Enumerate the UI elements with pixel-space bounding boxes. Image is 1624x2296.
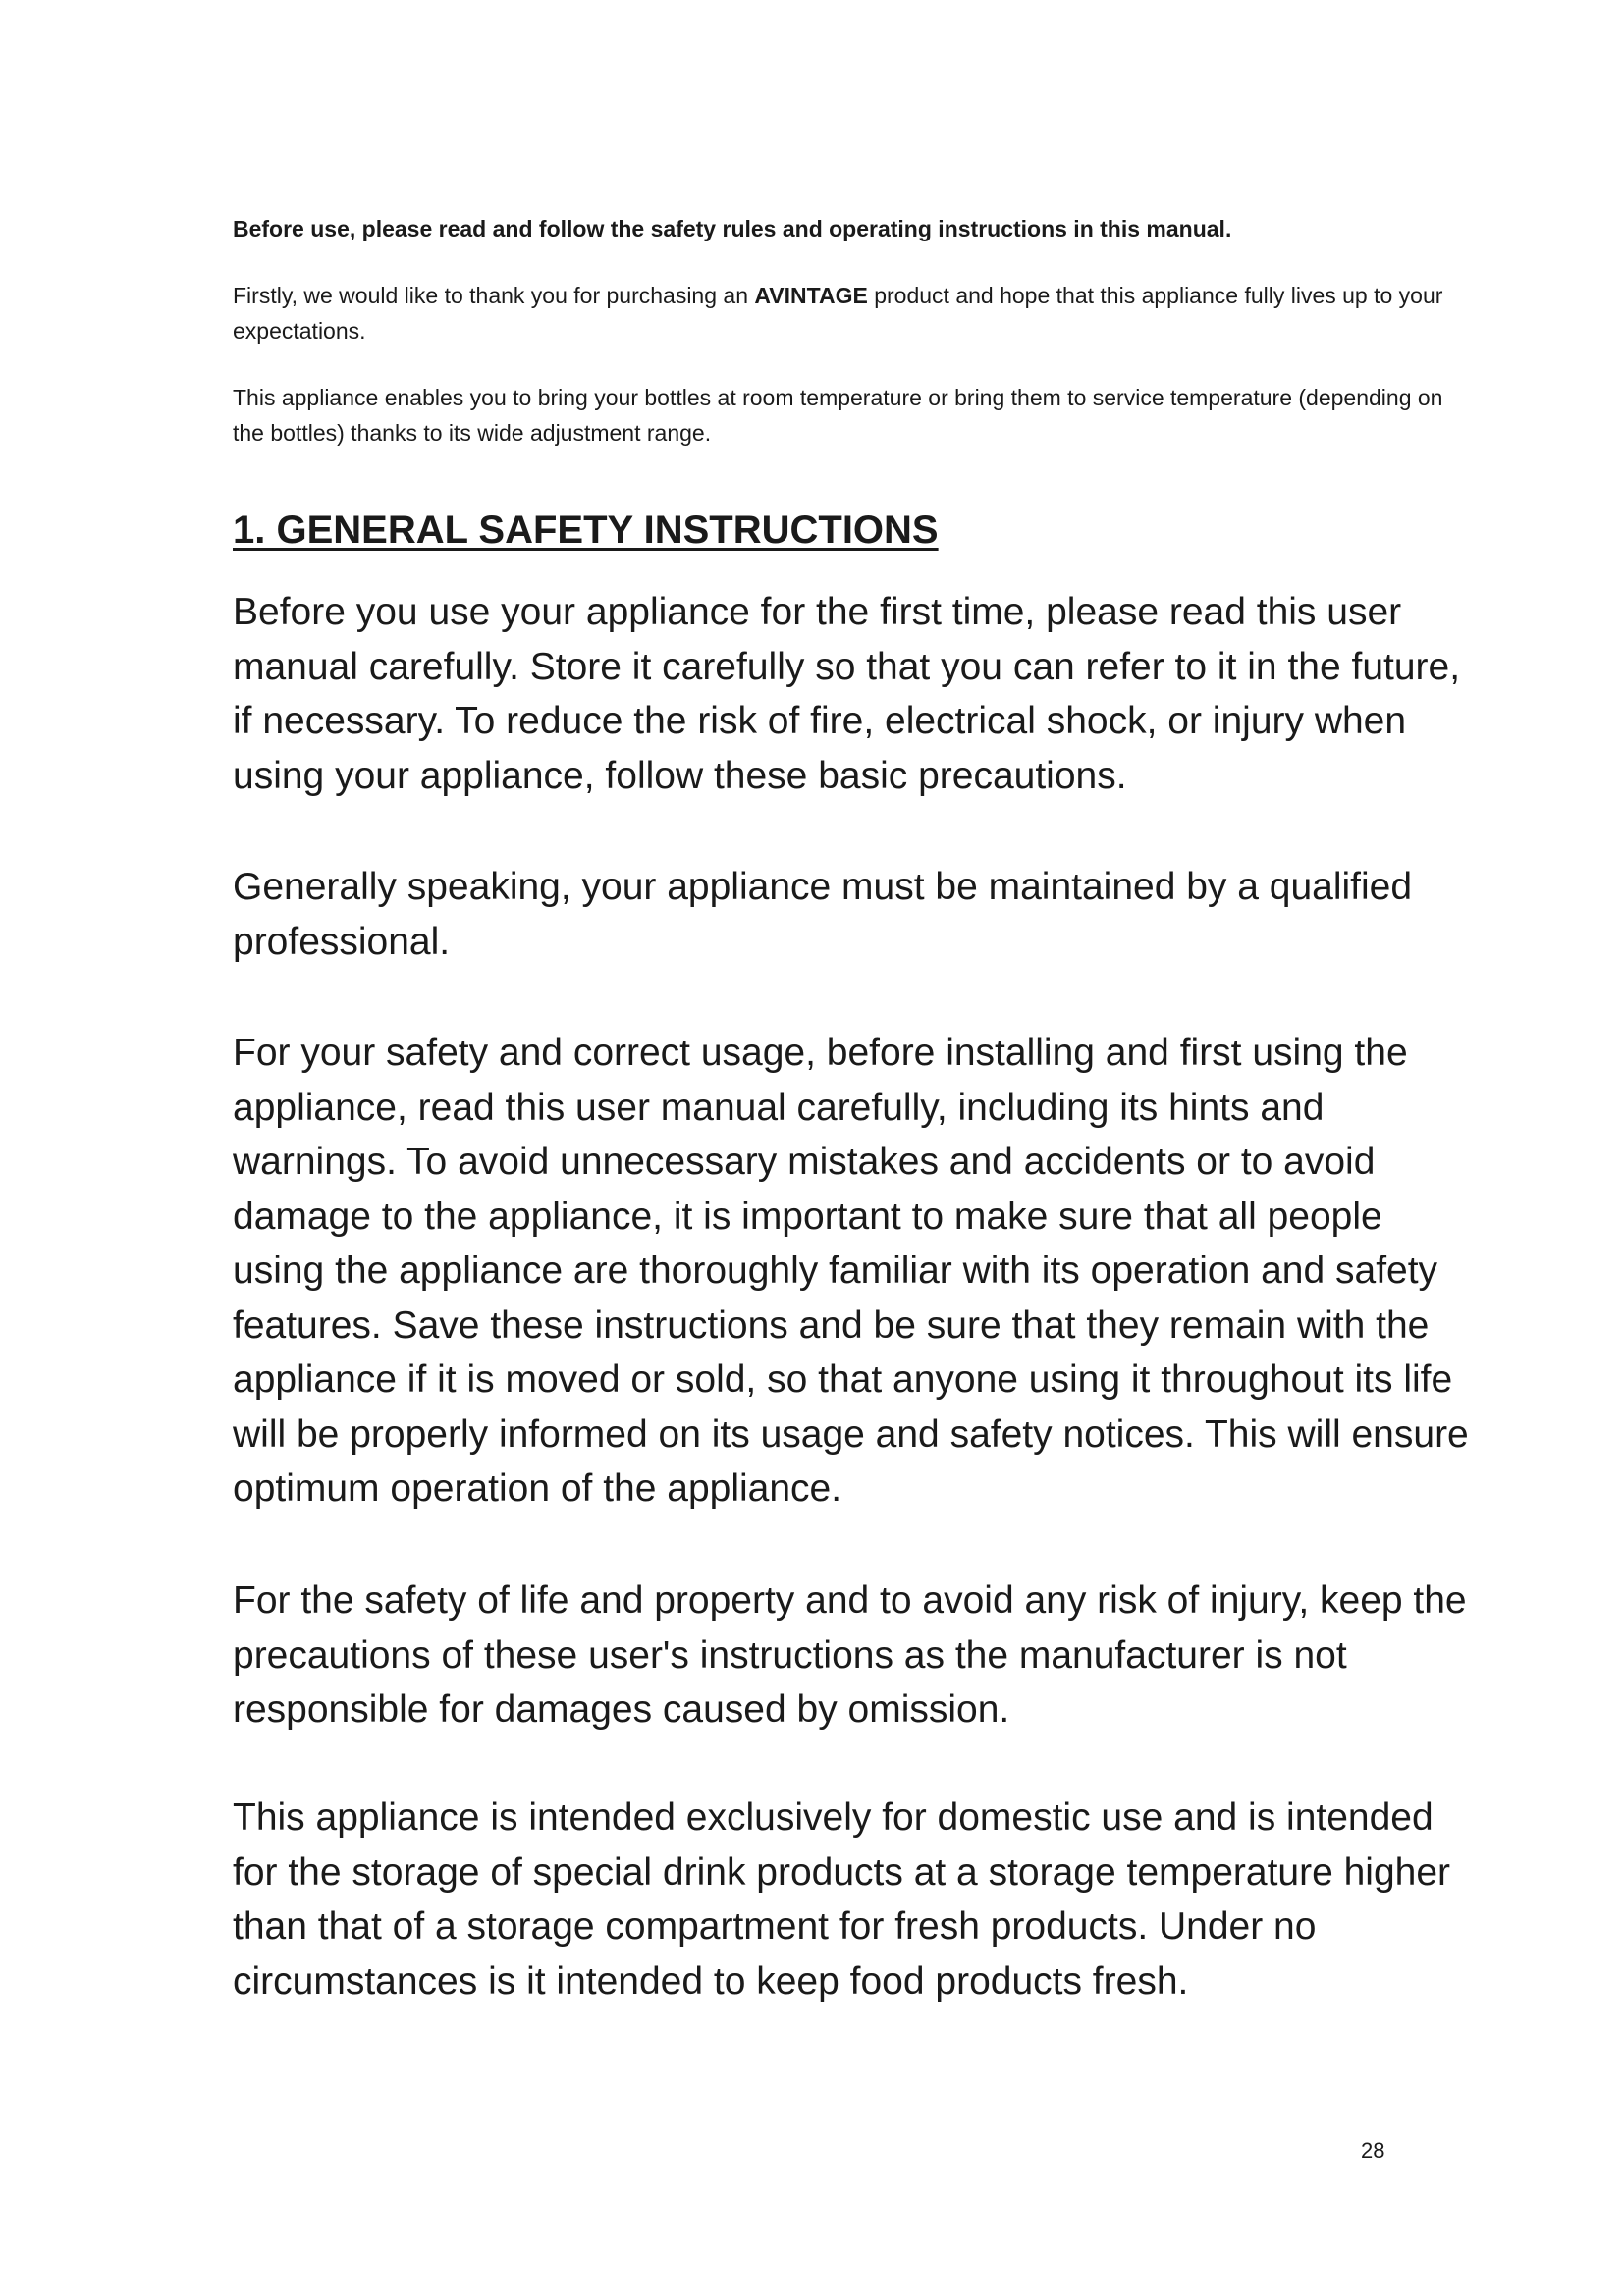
section-heading: 1. GENERAL SAFETY INSTRUCTIONS xyxy=(233,508,939,552)
paragraph-safety-usage: For your safety and correct usage, before installing and first using the appliance, read this user manual carefully, including its hints and warnings. To avoid unnecessary mistakes and accidents or to avoid damage to the appliance, it is important to make sure that all people using the appliance are thoroughly familiar with its operation and safety features. Save these instructions and be sure that they remain with the appliance if it is moved or sold, so that anyone using it throughout its life will be properly informed on its usage and safety notices. This will ensure optimum operation of the appliance. xyxy=(233,1032,1469,1510)
safety-warning: Before use, please read and follow the safety rules and operating instructions in this manual. xyxy=(233,216,1232,241)
paragraph-maintenance: Generally speaking, your appliance must be maintained by a qualified professional. xyxy=(233,866,1413,963)
paragraph-intended-use: This appliance is intended exclusively for domestic use and is intended for the storage of special drink products at a storage temperature higher than that of a storage compartment for fresh products. Under no circumstances is it intended to keep food products fresh. xyxy=(233,1796,1451,2002)
paragraph-read-manual: Before you use your appliance for the first time, please read this user manual carefully. Store it carefully so that you can refer to it in the future, if necessary. To reduce the risk of fire, electrical shock, or injury when using your appliance, follow these basic precautions. xyxy=(233,591,1461,797)
thank-you-paragraph xyxy=(233,278,1450,348)
thanks-text-before: Firstly, we would like to thank you for purchasing an xyxy=(233,283,755,308)
thanks-text-after: product and hope that this appliance fully lives up to your expectations. xyxy=(233,283,1443,344)
appliance-description: This appliance enables you to bring your bottles at room temperature or bring them to service temperature (depending on the bottles) thanks to its wide adjustment range. xyxy=(233,385,1443,446)
brand-name: AVINTAGE xyxy=(754,283,868,308)
paragraph-precautions: For the safety of life and property and to avoid any risk of injury, keep the precautions of these user's instructions as the manufacturer is not responsible for damages caused by omission. xyxy=(233,1579,1467,1731)
page-number: 28 xyxy=(1361,2138,1385,2163)
